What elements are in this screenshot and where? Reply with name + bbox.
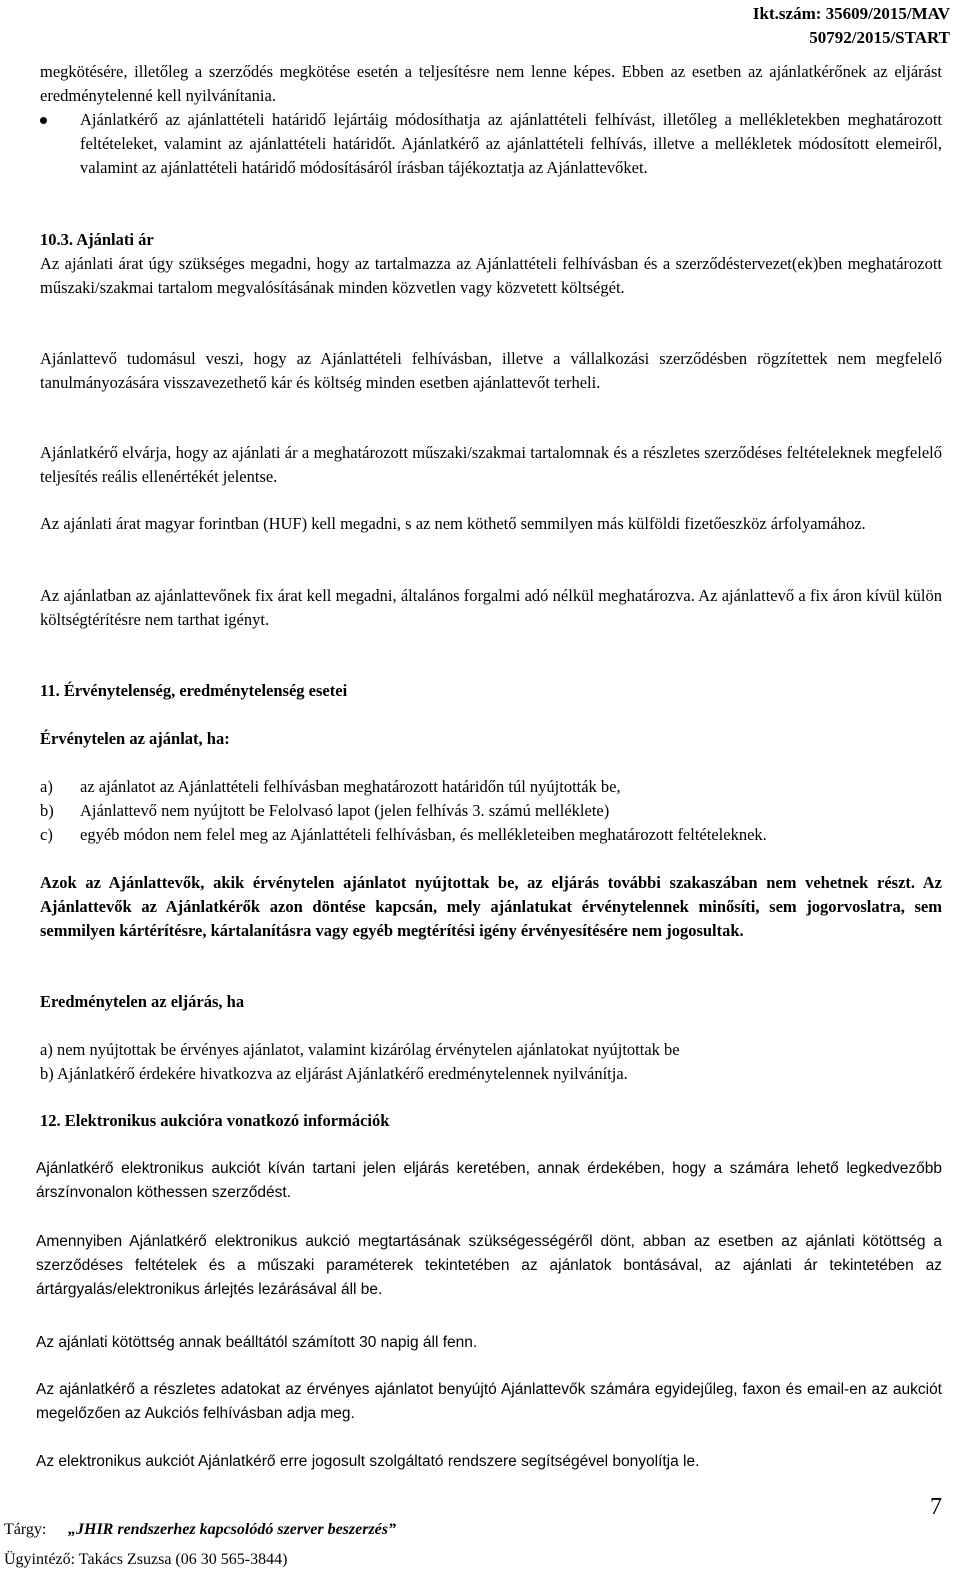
section-11-title-text: 11. Érvénytelenség, eredménytelenség esetei — [40, 681, 348, 700]
paragraph-block — [36, 1378, 942, 1426]
paragraph-block — [36, 1230, 942, 1302]
footer-contact — [4, 1549, 287, 1571]
paragraph: Ajánlatkérő elektronikus aukciót kíván tartani jelen eljárás keretében, annak érdekében, hogy a számára lehető legkedvezőbb árszínvonalon köthessen szerződést. — [36, 1160, 942, 1201]
unsuccessful-heading — [40, 990, 942, 1014]
paragraph-block — [40, 512, 942, 536]
paragraph-block — [36, 1157, 942, 1205]
list-marker: b) — [40, 801, 54, 820]
unsuccessful-heading-text: Eredménytelen az eljárás, ha — [40, 992, 245, 1011]
bullet-icon — [40, 117, 47, 124]
paragraph: Az ajánlati árat magyar forintban (HUF) kell megadni, s az nem köthető semmilyen más külföldi fizetőeszköz árfolyamához. — [40, 514, 866, 533]
header-filing-number-1: Ikt.szám: 35609/2015/MAV — [752, 4, 950, 23]
paragraph: Ajánlatkérő elvárja, hogy az ajánlati ár a meghatározott műszaki/szakmai tartalomnak és a részletes szerződéses feltételeknek megfelelő teljesítés reális ellenértékét jelentse. — [40, 443, 942, 486]
intro-block — [40, 60, 942, 180]
paragraph: Az elektronikus aukciót Ajánlatkérő erre jogosult szolgáltató rendszere segítségével bonyolítja le. — [36, 1453, 700, 1470]
section-10-3-title: 10.3. Ajánlati ár — [40, 230, 154, 249]
paragraph: Az ajánlati árat úgy szükséges megadni, hogy az tartalmazza az Ajánlattételi felhívásban és a szerződéstervezet(ek)ben meghatározott műszaki/szakmai tartalom megvalósításának minden közvetlen vagy közvetett költségét. — [40, 254, 942, 297]
bullet-list-item — [40, 108, 942, 180]
paragraph-block — [40, 441, 942, 489]
bullet-text: Ajánlatkérő az ajánlattételi határidő lejártáig módosíthatja az ajánlattételi felhívást, illetőleg a mellékletekben meghatározott feltételeket, valamint az ajánlattételi határidőt. Ajánlatkérő az ajánlattételi felhívás, illetve a mellékletek módosított elemeiről, valamint az ajánlattételi határidő módosításáról írásban tájékoztatja az Ajánlattevőket. — [80, 110, 942, 177]
invalid-offer-list — [40, 775, 942, 847]
paragraph: Ajánlattevő tudomásul veszi, hogy az Ajánlattételi felhívásban, illetve a vállalkozási szerződésben rögzítettek nem megfelelő tanulmányozására visszavezethető kár és költség minden esetben ajánlattevőt terheli. — [40, 349, 942, 392]
footer-contact-text: Ügyintéző: Takács Zsuzsa (06 30 565-3844) — [4, 1551, 288, 1568]
invalid-consequences-paragraph — [40, 871, 942, 943]
paragraph-block — [40, 584, 942, 632]
section-12-title — [40, 1109, 942, 1133]
paragraph-block — [36, 1331, 942, 1355]
list-marker: c) — [40, 825, 53, 844]
document-header — [753, 2, 950, 50]
list-item-text: Ajánlattevő nem nyújtott be Felolvasó lapot (jelen felhívás 3. számú melléklete) — [80, 801, 610, 820]
footer-subject-label: Tárgy: — [4, 1521, 47, 1538]
footer-subject — [4, 1519, 396, 1541]
page-number: 7 — [930, 1494, 942, 1520]
list-item-text: az ajánlatot az Ajánlattételi felhívásban meghatározott határidőn túl nyújtották be, — [80, 777, 621, 796]
paragraph: Az ajánlati kötöttség annak beálltától számított 30 napig áll fenn. — [36, 1334, 478, 1351]
paragraph: Az ajánlatban az ajánlattevőnek fix árat kell megadni, általános forgalmi adó nélkül meghatározva. Az ajánlattevő a fix áron kívül külön költségtérítésre nem tarthat igényt. — [40, 586, 942, 629]
list-item: b) Ajánlatkérő érdekére hivatkozva az eljárást Ajánlatkérő eredménytelennek nyilvánítja. — [40, 1064, 628, 1083]
header-filing-number-2: 50792/2015/START — [809, 28, 950, 47]
continued-paragraph: megkötésére, illetőleg a szerződés megkötése esetén a teljesítésre nem lenne képes. Ebben az esetben az ajánlatkérőnek az eljárást eredménytelenné kell nyilvánítania. — [40, 62, 942, 105]
paragraph: Amennyiben Ajánlatkérő elektronikus aukció megtartásának szükségességéről dönt, abban az esetben az ajánlati kötöttség a szerződéses feltételek és a műszaki paraméterek tekintetében az ajánlatok bontásával, az ajánlati ár tekintetében az ártárgyalás/elektronikus árlejtés lezárásával áll be. — [36, 1233, 942, 1298]
list-marker: a) — [40, 777, 53, 796]
footer-subject-value: „JHIR rendszerhez kapcsolódó szerver beszerzés” — [68, 1521, 396, 1538]
section-12-title-text: 12. Elektronikus aukcióra vonatkozó információk — [40, 1111, 390, 1130]
list-item: a) nem nyújtottak be érvényes ajánlatot, valamint kizárólag érvénytelen ajánlatokat nyújtottak be — [40, 1040, 680, 1059]
list-item — [40, 823, 942, 847]
unsuccessful-list — [40, 1038, 942, 1086]
invalid-offer-heading — [40, 727, 942, 751]
list-item-text: egyéb módon nem felel meg az Ajánlattételi felhívásban, és mellékleteiben meghatározott feltételeknek. — [80, 825, 767, 844]
invalid-offer-heading-text: Érvénytelen az ajánlat, ha: — [40, 729, 230, 748]
list-item — [40, 799, 942, 823]
list-item — [40, 775, 942, 799]
paragraph-block — [40, 347, 942, 395]
paragraph-block — [36, 1450, 942, 1474]
section-11-title — [40, 679, 942, 703]
bold-paragraph: Azok az Ajánlattevők, akik érvénytelen ajánlatot nyújtottak be, az eljárás további szakaszában nem vehetnek részt. Az Ajánlattevők az Ajánlatkérők azon döntése kapcsán, mely ajánlatukat érvénytelennek minősíti, sem jogorvoslatra, sem semmilyen kártérítésre, kártalanításra vagy egyéb megtérítési igény érvényesítésére nem jogosultak. — [40, 873, 942, 940]
paragraph: Az ajánlatkérő a részletes adatokat az érvényes ajánlatot benyújtó Ajánlattevők számára egyidejűleg, faxon és email-en az aukciót megelőzően az Aukciós felhívásban adja meg. — [36, 1381, 942, 1422]
section-10-3 — [40, 228, 942, 300]
